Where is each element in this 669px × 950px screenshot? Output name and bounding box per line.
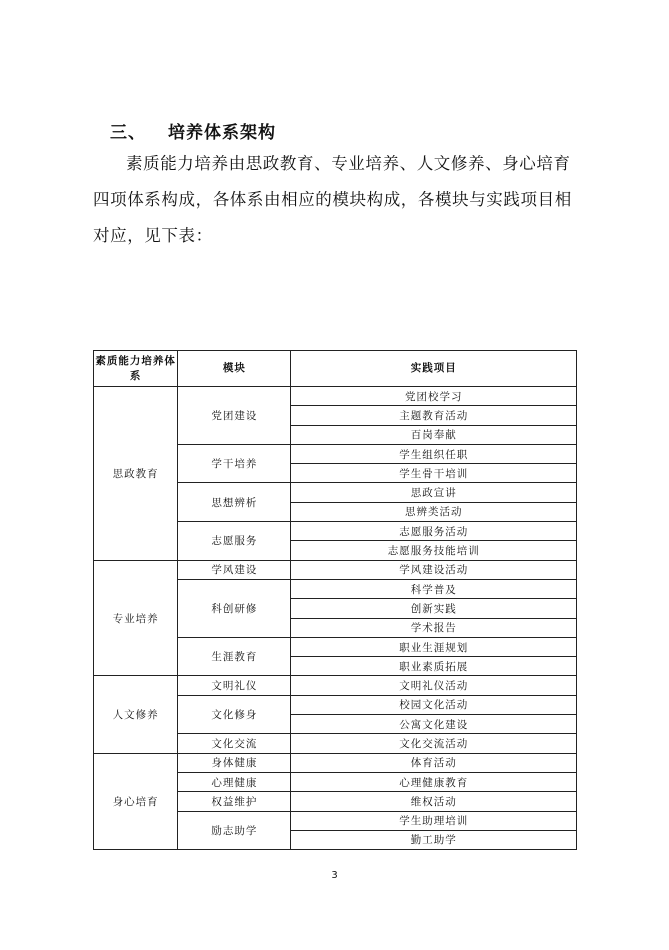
project-cell: 党团校学习 — [291, 387, 577, 406]
module-cell: 励志助学 — [178, 811, 291, 850]
table-body — [94, 387, 577, 850]
project-cell: 学生助理培训 — [291, 811, 577, 830]
project-cell: 维权活动 — [291, 792, 577, 811]
module-cell: 文化交流 — [178, 734, 291, 753]
project-cell: 文化交流活动 — [291, 734, 577, 753]
project-cell: 学生骨干培训 — [291, 464, 577, 483]
table-row — [94, 387, 577, 406]
project-cell: 心理健康教育 — [291, 772, 577, 791]
project-cell: 思政宣讲 — [291, 483, 577, 502]
project-cell: 校园文化活动 — [291, 695, 577, 714]
project-cell: 科学普及 — [291, 579, 577, 598]
module-cell: 党团建设 — [178, 387, 291, 445]
table-header-row — [94, 351, 577, 387]
system-cell: 专业培养 — [94, 560, 178, 676]
table-row — [94, 753, 577, 772]
intro-paragraph: 素质能力培养由思政教育、专业培养、人文修养、身心培育四项体系构成，各体系由相应的模块构成，各模块与实践项目相对应，见下表： — [93, 154, 572, 245]
module-cell: 学风建设 — [178, 560, 291, 579]
project-cell: 勤工助学 — [291, 830, 577, 849]
module-cell: 学干培养 — [178, 444, 291, 483]
module-cell: 志愿服务 — [178, 522, 291, 561]
system-cell: 思政教育 — [94, 387, 178, 561]
module-cell: 文明礼仪 — [178, 676, 291, 695]
system-cell: 身心培育 — [94, 753, 178, 849]
page-number: 3 — [331, 870, 338, 881]
table-row — [94, 676, 577, 695]
project-cell: 公寓文化建设 — [291, 715, 577, 734]
project-cell: 文明礼仪活动 — [291, 676, 577, 695]
module-cell: 心理健康 — [178, 772, 291, 791]
project-cell: 志愿服务技能培训 — [291, 541, 577, 560]
project-cell: 主题教育活动 — [291, 406, 577, 425]
module-cell: 权益维护 — [178, 792, 291, 811]
project-cell: 学术报告 — [291, 618, 577, 637]
curriculum-table — [93, 350, 577, 850]
header-module: 模块 — [178, 351, 291, 387]
header-project: 实践项目 — [291, 351, 577, 387]
project-cell: 百岗奉献 — [291, 425, 577, 444]
system-cell: 人文修养 — [94, 676, 178, 753]
section-number: 三、 — [110, 123, 146, 143]
section-title: 培养体系架构 — [168, 123, 276, 143]
project-cell: 创新实践 — [291, 599, 577, 618]
section-heading — [110, 118, 276, 143]
module-cell: 身体健康 — [178, 753, 291, 772]
project-cell: 学生组织任职 — [291, 444, 577, 463]
project-cell: 志愿服务活动 — [291, 522, 577, 541]
project-cell: 思辨类活动 — [291, 502, 577, 521]
project-cell: 职业素质拓展 — [291, 657, 577, 676]
module-cell: 思想辨析 — [178, 483, 291, 522]
header-system: 素质能力培养体系 — [94, 351, 178, 387]
module-cell: 生涯教育 — [178, 637, 291, 676]
table-row — [94, 560, 577, 579]
module-cell: 科创研修 — [178, 579, 291, 637]
project-cell: 学风建设活动 — [291, 560, 577, 579]
project-cell: 体育活动 — [291, 753, 577, 772]
module-cell: 文化修身 — [178, 695, 291, 734]
project-cell: 职业生涯规划 — [291, 637, 577, 656]
